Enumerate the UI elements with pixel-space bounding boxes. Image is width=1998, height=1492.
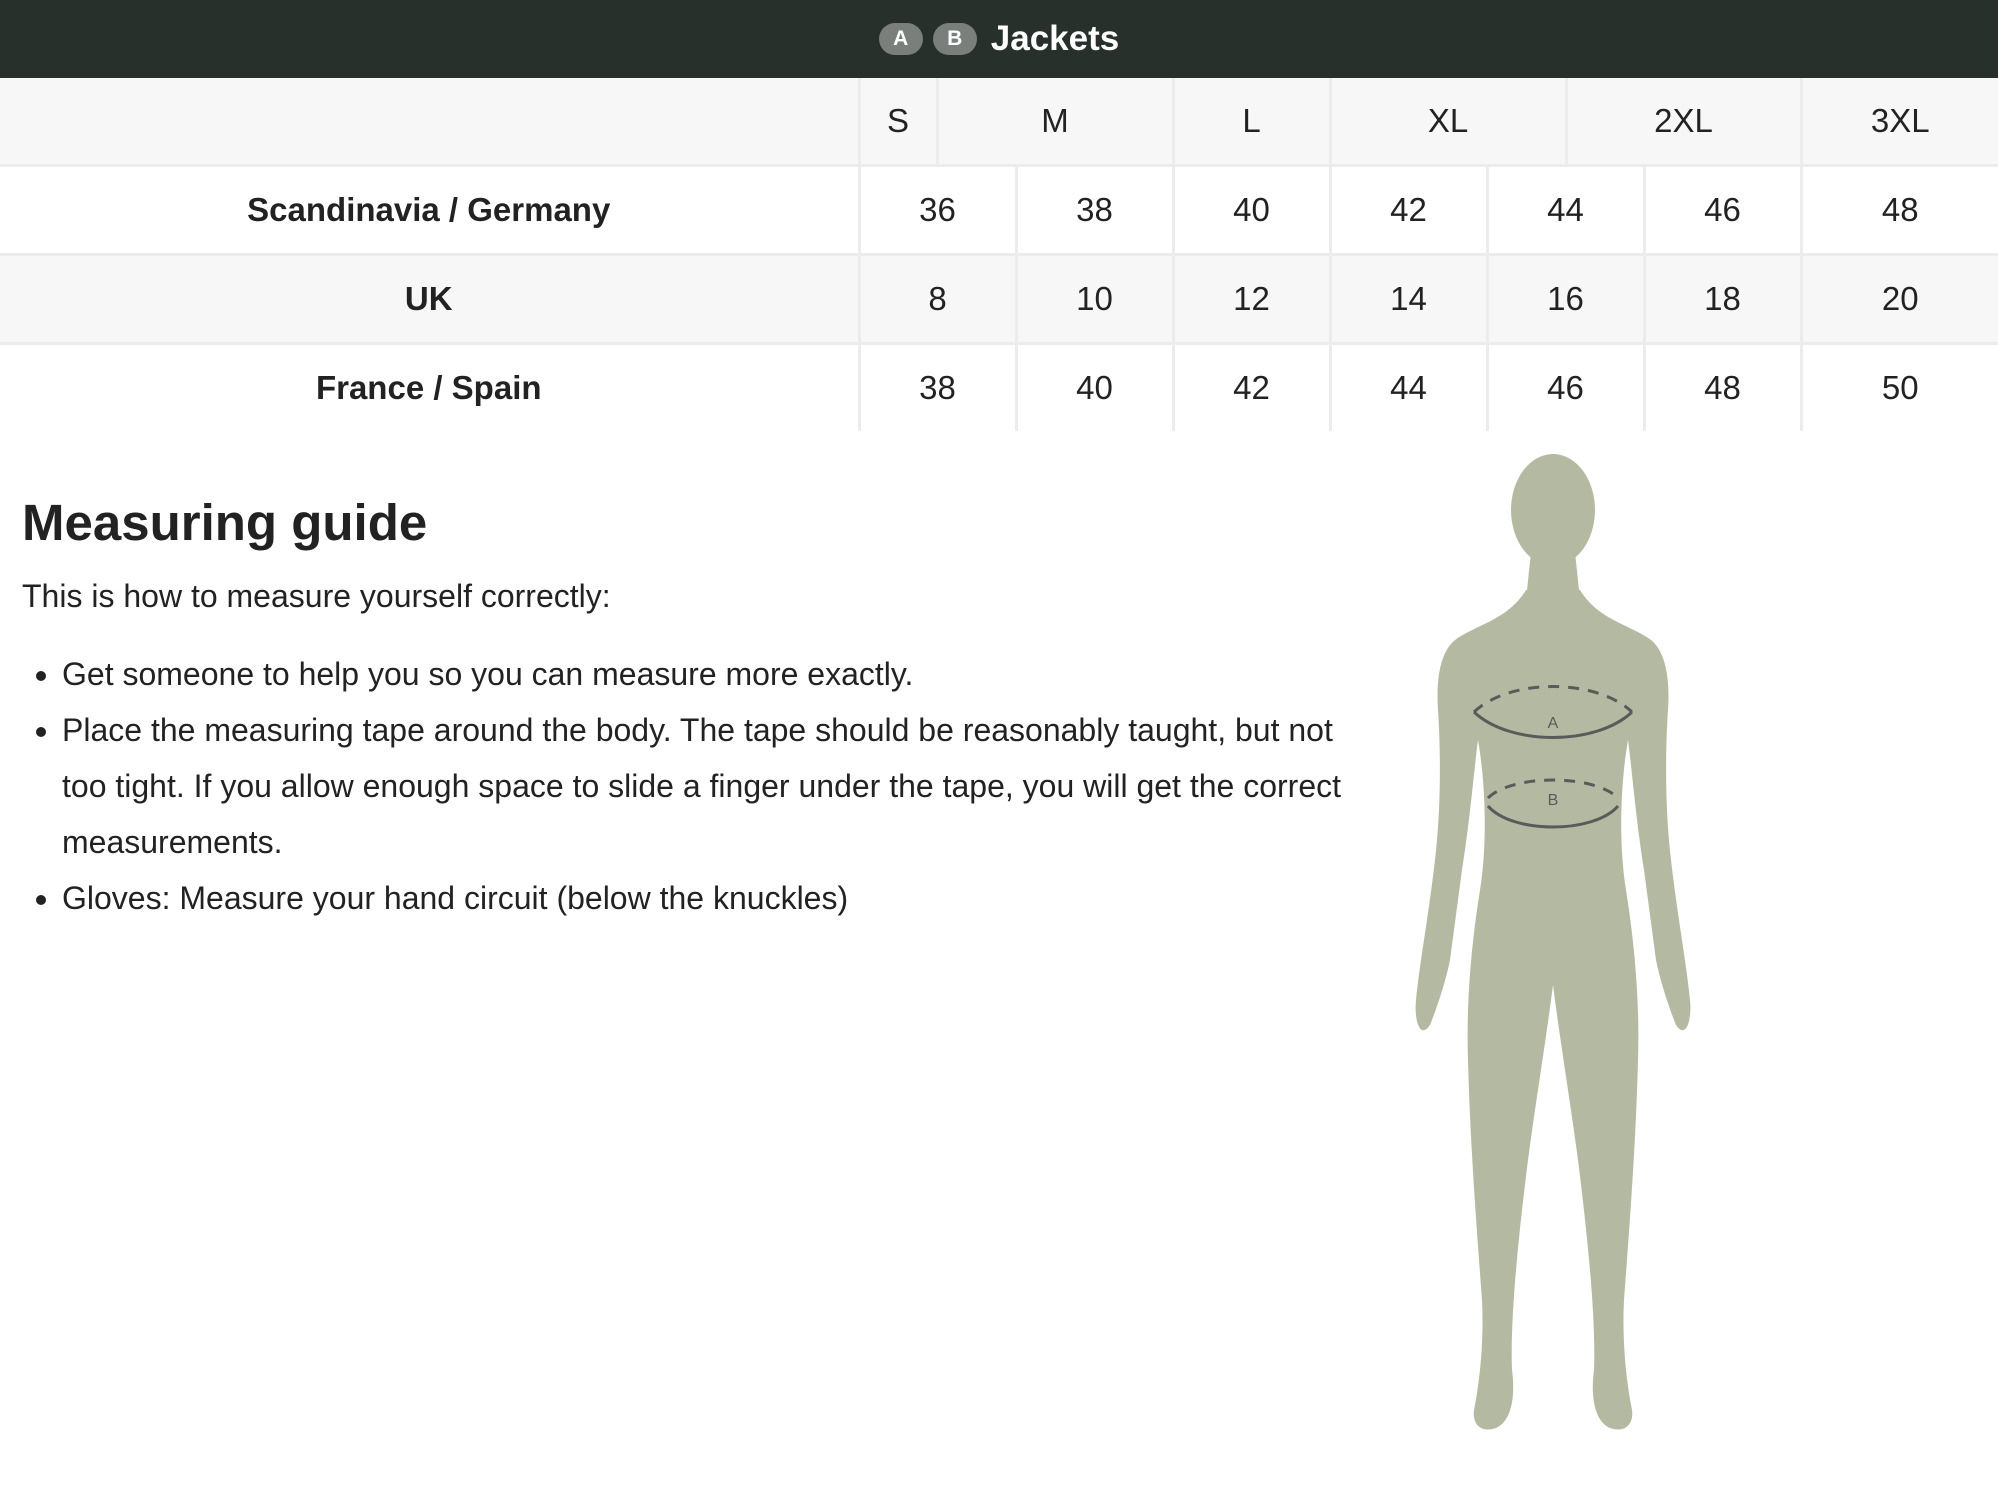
region-label: France / Spain [0, 344, 859, 432]
table-row [0, 344, 1998, 432]
size-value-cell: 36 [859, 166, 1016, 255]
badge-a: A [879, 23, 923, 55]
region-label: UK [0, 255, 859, 344]
size-value-cell: 42 [1330, 166, 1487, 255]
size-value-cell: 42 [1173, 344, 1330, 432]
table-row [0, 166, 1998, 255]
tape-label-b: B [1547, 792, 1559, 809]
size-value-cell: 38 [859, 344, 1016, 432]
region-label: Scandinavia / Germany [0, 166, 859, 255]
size-header-cell: S [859, 78, 937, 166]
list-item: • Gloves: Measure your hand circuit (below the knuckles) [62, 870, 1342, 926]
size-value-cell: 18 [1644, 255, 1801, 344]
badge-b: B [933, 23, 977, 55]
size-value-cell: 16 [1487, 255, 1644, 344]
size-value-cell: 46 [1487, 344, 1644, 432]
table-row [0, 255, 1998, 344]
size-header-cell: L [1173, 78, 1330, 166]
empty-header-cell [0, 78, 859, 166]
size-value-cell: 20 [1801, 255, 1998, 344]
size-table [0, 78, 1998, 431]
guide-heading: Measuring guide [22, 494, 428, 551]
body-figure [1400, 440, 1720, 1460]
page-title: Jackets [990, 19, 1120, 58]
size-value-cell: 48 [1644, 344, 1801, 432]
tape-label-a: A [1547, 715, 1559, 732]
list-item: • Get someone to help you so you can measure more exactly. [62, 646, 1342, 702]
size-value-cell: 44 [1487, 166, 1644, 255]
size-header-cell: 2XL [1566, 78, 1801, 166]
guide-list [22, 646, 1342, 926]
measuring-guide [22, 488, 1342, 926]
body-silhouette [1416, 454, 1691, 1429]
size-header-cell: XL [1330, 78, 1566, 166]
size-value-cell: 8 [859, 255, 1016, 344]
size-value-cell: 48 [1801, 166, 1998, 255]
size-value-cell: 38 [1016, 166, 1173, 255]
list-item: • Place the measuring tape around the body. The tape should be reasonably taught, but not too tight. If you allow enough space to slide a finger under the tape, you will get the correct measurements. [62, 702, 1342, 870]
size-value-cell: 40 [1173, 166, 1330, 255]
size-header-cell: M [937, 78, 1173, 166]
size-value-cell: 44 [1330, 344, 1487, 432]
size-value-cell: 40 [1016, 344, 1173, 432]
size-value-cell: 10 [1016, 255, 1173, 344]
size-header-row [0, 78, 1998, 166]
size-value-cell: 50 [1801, 344, 1998, 432]
size-value-cell: 14 [1330, 255, 1487, 344]
size-value-cell: 12 [1173, 255, 1330, 344]
size-value-cell: 46 [1644, 166, 1801, 255]
guide-intro: This is how to measure yourself correctly: [22, 578, 611, 614]
header-bar [0, 0, 1998, 78]
size-header-cell: 3XL [1801, 78, 1998, 166]
